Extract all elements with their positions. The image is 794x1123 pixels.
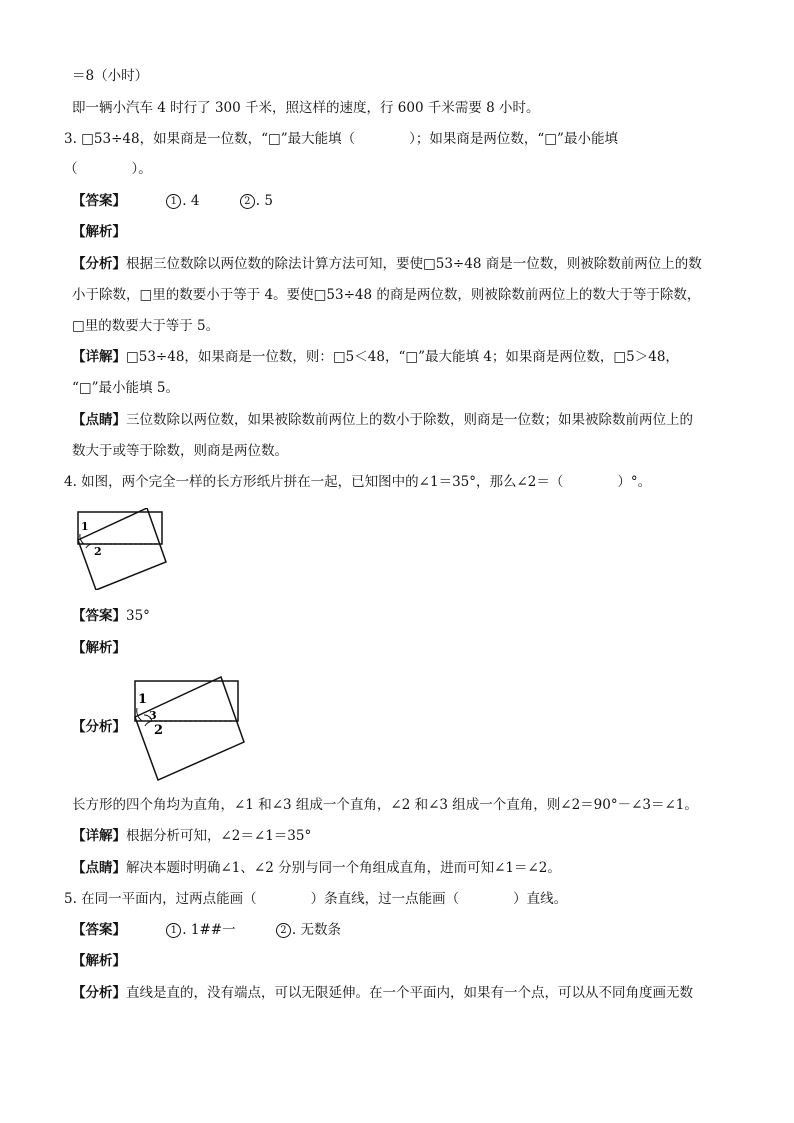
insight-text: 解决本题时明确∠1、∠2 分别与同一个角组成直角，进而可知∠1＝∠2。 [126,860,561,876]
detail-paragraph [72,347,679,367]
detail-text: 根据分析可知，∠2＝∠1＝35° [126,828,312,844]
circled-number: 1 [166,923,181,938]
answer-value: . 1##一 [182,922,236,938]
text-line: 长方形的四个角均为直角，∠1 和∠3 组成一个直角，∠2 和∠3 组成一个直角，则∠2＝90°－∠3＝∠1。 [72,797,698,813]
angle-label: 1 [138,692,148,707]
text-line: □里的数要大于等于 5。 [72,318,220,334]
answer-row [72,920,341,940]
rectangles-figure-annotated [130,676,248,784]
insight-text: 三位数除以两位数，如果被除数前两位上的数小于除数，则商是一位数；如果被除数前两位上的 [126,412,693,428]
text-line: 即一辆小汽车 4 时行了 300 千米，照这样的速度，行 600 千米需要 8 小时。 [72,100,540,116]
detail-label: 【详解】 [72,828,126,844]
angle-label: 1 [81,520,89,533]
insight-label: 【点睛】 [72,412,126,428]
angle-label: 2 [154,723,164,738]
analysis-text: 根据三位数除以两位数的除法计算方法可知，要使□53÷48 商是一位数，则被除数前两位上的数 [126,256,702,272]
question-5: 5. 在同一平面内，过两点能画（ ）条直线，过一点能画（ ）直线。 [64,891,568,907]
angle-label: 2 [94,545,102,558]
analysis-label: 【分析】 [72,985,126,1001]
answer-value: . 4 [182,193,200,209]
text-line: 数大于或等于除数，则商是两位数。 [72,443,288,459]
analysis-label: 【分析】 [72,719,126,735]
answer-row [72,191,273,211]
answer-label: 【答案】 [72,922,126,938]
insight-label: 【点睛】 [72,860,126,876]
text-line: ＝8（小时） [72,68,149,84]
question-3-continued: （ ）。 [64,161,152,177]
analysis-label: 【分析】 [72,256,126,272]
analysis-heading: 【解析】 [72,640,126,656]
detail-paragraph [72,826,311,846]
text-line: 小于除数，□里的数要小于等于 4。要使□53÷48 的商是两位数，则被除数前两位上的数大于等于除数， [72,287,701,303]
answer-label: 【答案】 [72,193,126,209]
circled-number: 2 [240,194,255,209]
insight-paragraph [72,410,693,430]
insight-paragraph [72,858,561,878]
answer-value: 35° [126,608,150,624]
detail-label: 【详解】 [72,349,126,365]
answer-value: . 无数条 [291,922,341,938]
question-3: 3. □53÷48，如果商是一位数，“□”最大能填（ ）；如果商是两位数，“□”最小能填 [64,131,618,147]
analysis-paragraph [72,254,702,274]
analysis-heading: 【解析】 [72,953,126,969]
angle-label: 3 [149,709,157,722]
detail-text: □53÷48，如果商是一位数，则：□5＜48，“□”最大能填 4；如果商是两位数，□5＞48， [126,349,679,365]
circled-number: 2 [276,923,291,938]
analysis-text: 直线是直的，没有端点，可以无限延伸。在一个平面内，如果有一个点，可以从不同角度画无数 [126,985,693,1001]
text-line: “□”最小能填 5。 [72,380,179,396]
analysis-paragraph [72,983,693,1003]
rectangles-diagram [74,508,174,590]
rectangles-diagram [130,676,248,784]
answer-label: 【答案】 [72,608,126,624]
circled-number: 1 [166,194,181,209]
answer-row [72,606,150,626]
analysis-heading: 【解析】 [72,224,126,240]
question-4: 4. 如图，两个完全一样的长方形纸片拼在一起，已知图中的∠1＝35°，那么∠2＝（ ）°。 [64,474,652,490]
rectangles-figure [74,508,174,590]
answer-value: . 5 [255,193,273,209]
